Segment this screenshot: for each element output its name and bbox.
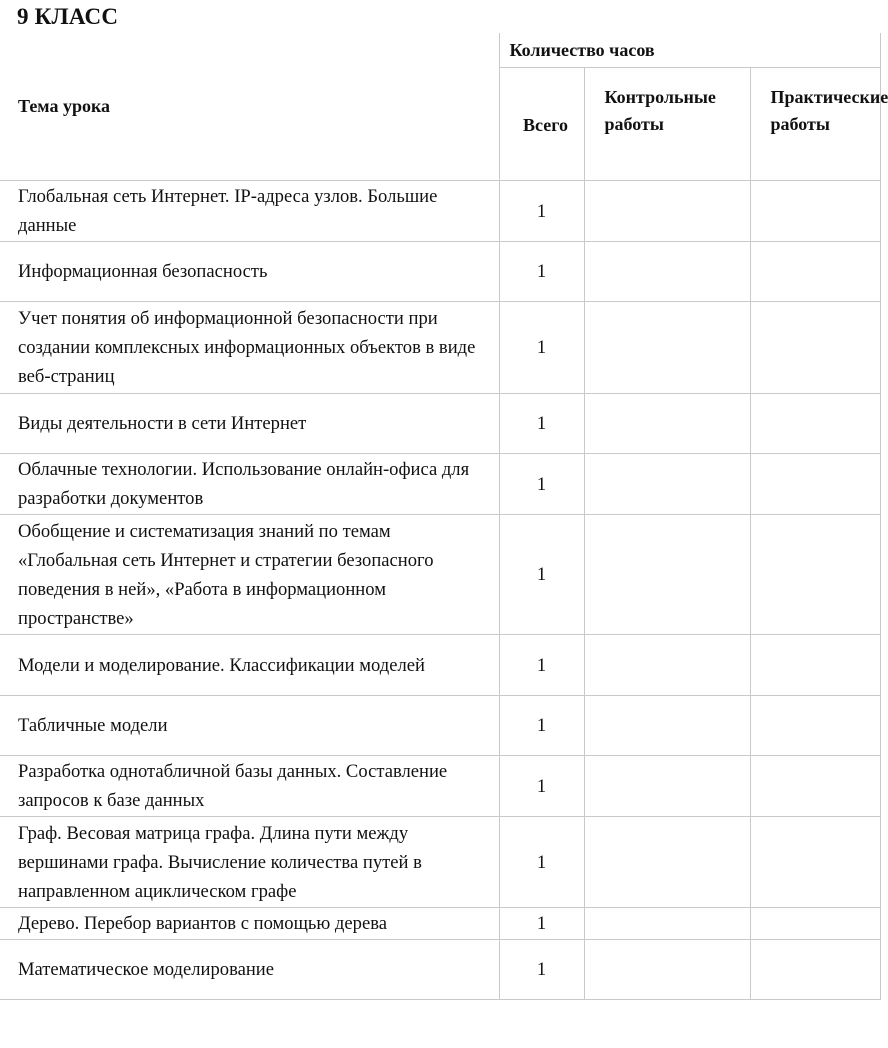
cell-practice [750, 242, 880, 302]
column-header-practice-line2: работы [770, 114, 830, 134]
cell-topic: Граф. Весовая матрица графа. Длина пути между вершинами графа. Вычисление количества путей в направленном ациклическом графе [0, 817, 499, 908]
cell-topic: Модели и моделирование. Классификации моделей [0, 635, 499, 696]
cell-total: 1 [499, 242, 584, 302]
column-header-topic [0, 33, 499, 181]
cell-total: 1 [499, 940, 584, 1000]
cell-topic: Обобщение и систематизация знаний по темам «Глобальная сеть Интернет и стратегии безопасного поведения в ней», «Работа в информационном пространстве» [0, 515, 499, 635]
column-header-hours-label: Количество часов [509, 39, 655, 60]
table-row [0, 242, 880, 302]
table-row [0, 817, 880, 908]
cell-practice [750, 454, 880, 515]
cell-practice [750, 940, 880, 1000]
table-row [0, 756, 880, 817]
cell-control [584, 756, 750, 817]
cell-total: 1 [499, 817, 584, 908]
table-row [0, 908, 880, 940]
cell-practice [750, 756, 880, 817]
cell-practice [750, 181, 880, 242]
cell-control [584, 454, 750, 515]
cell-total: 1 [499, 181, 584, 242]
table-row [0, 181, 880, 242]
cell-topic: Дерево. Перебор вариантов с помощью дерева [0, 908, 499, 940]
column-header-control-line1: Контрольные [604, 87, 716, 107]
cell-control [584, 302, 750, 394]
cell-control [584, 635, 750, 696]
cell-practice [750, 515, 880, 635]
cell-topic: Виды деятельности в сети Интернет [0, 394, 499, 454]
column-header-topic-label: Тема урока [18, 96, 111, 116]
cell-practice [750, 817, 880, 908]
column-header-hours [499, 33, 880, 68]
cell-topic: Облачные технологии. Использование онлайн-офиса для разработки документов [0, 454, 499, 515]
cell-topic: Информационная безопасность [0, 242, 499, 302]
cell-practice [750, 302, 880, 394]
cell-control [584, 817, 750, 908]
table-row [0, 302, 880, 394]
table-row [0, 515, 880, 635]
cell-practice [750, 696, 880, 756]
cell-control [584, 940, 750, 1000]
cell-total: 1 [499, 908, 584, 940]
cell-control [584, 181, 750, 242]
cell-topic: Разработка однотабличной базы данных. Составление запросов к базе данных [0, 756, 499, 817]
table-row [0, 454, 880, 515]
cell-topic: Математическое моделирование [0, 940, 499, 1000]
cell-total: 1 [499, 454, 584, 515]
cell-control [584, 515, 750, 635]
cell-topic: Табличные модели [0, 696, 499, 756]
cell-practice [750, 635, 880, 696]
cell-practice [750, 394, 880, 454]
column-header-total [499, 68, 584, 181]
lessons-table [0, 33, 888, 1000]
cell-control [584, 908, 750, 940]
page-title: 9 КЛАСС [17, 4, 119, 29]
cell-total: 1 [499, 756, 584, 817]
table-row [0, 394, 880, 454]
table-row [0, 940, 880, 1000]
cell-topic: Глобальная сеть Интернет. IP-адреса узлов. Большие данные [0, 181, 499, 242]
cell-control [584, 696, 750, 756]
column-header-control-line2: работы [604, 114, 664, 134]
cell-control [584, 242, 750, 302]
cell-control [584, 394, 750, 454]
cell-total: 1 [499, 635, 584, 696]
cell-total: 1 [499, 515, 584, 635]
table-row [0, 696, 880, 756]
table-header-row-1 [0, 33, 880, 68]
cell-practice [750, 908, 880, 940]
cell-total: 1 [499, 302, 584, 394]
cell-total: 1 [499, 394, 584, 454]
table-row [0, 635, 880, 696]
cell-topic: Учет понятия об информационной безопасности при создании комплексных информационных объектов в виде веб-страниц [0, 302, 499, 394]
column-header-control [584, 68, 750, 181]
cell-total: 1 [499, 696, 584, 756]
column-header-practice-line1: Практические [770, 87, 888, 107]
column-header-practice [750, 68, 888, 181]
column-header-total-label: Всего [523, 114, 568, 135]
